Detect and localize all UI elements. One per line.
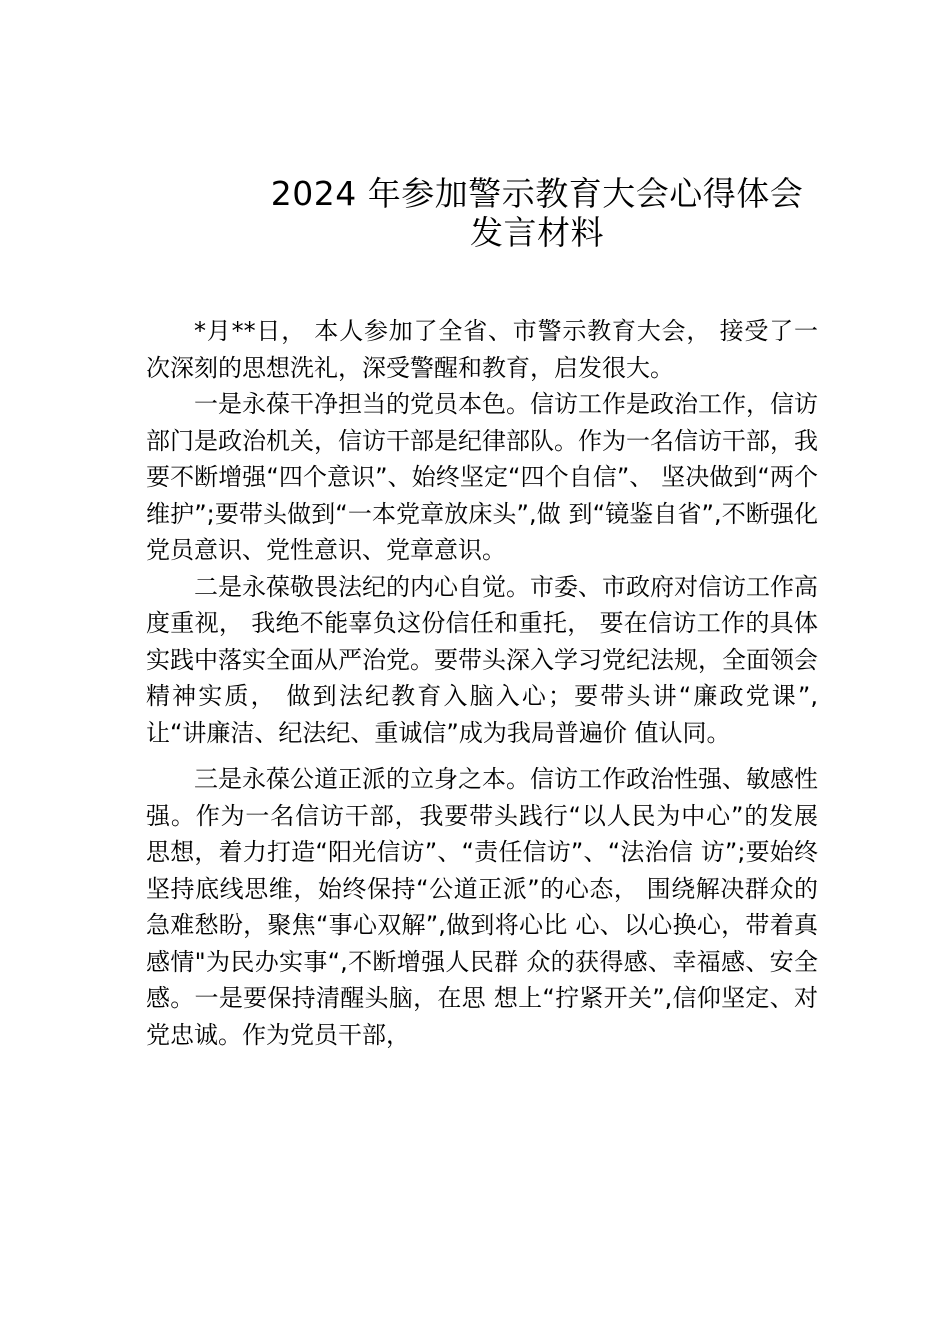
document-body (146, 313, 818, 1053)
document-title (146, 174, 928, 252)
paragraph-third-point: 三是永葆公道正派的立身之本。信访工作政治性强、敏感性强。作为一名信访干部，我要带头践行“以人民为中心”的发展思想，着力打造“阳光信访”、“责任信访”、“法治信 访”;要始终坚持底线思维，始终保持“公道正派”的心态， 围绕解决群众的急难愁盼，聚焦“事心双解”,做到将心比 心、以心换心，带着真感情"为民办实事“,不断增强人民群 众的获得感、幸福感、安全感。一是要保持清醒头脑，在思 想上“拧紧开关”,信仰坚定、对党忠诚。作为党员干部， (146, 765, 818, 1049)
paragraph-second-point: 二是永葆敬畏法纪的内心自觉。市委、市政府对信访工作高度重视， 我绝不能辜负这份信任和重托， 要在信访工作的具体实践中落实全面从严治党。要带头深入学习党纪法规，全面领会精神实质， 做到法纪教育入脑入心；要带头讲“廉政党课”,让“讲廉洁、纪法纪、重诚信”成为我局普遍价 值认同。 (146, 572, 818, 747)
paragraph-intro: *月**日， 本人参加了全省、市警示教育大会， 接受了一次深刻的思想洗礼，深受警醒和教育，启发很大。 (146, 317, 818, 382)
title-line-1: 2024 年参加警示教育大会心得体会 (270, 174, 804, 213)
paragraph-first-point: 一是永葆干净担当的党员本色。信访工作是政治工作，信访部门是政治机关，信访干部是纪律部队。作为一名信访干部，我要不断增强“四个意识”、始终坚定“四个自信”、 坚决做到“两个维护”;要带头做到“一本党章放床头”,做 到“镜鉴自省”,不断强化党员意识、党性意识、党章意识。 (146, 390, 818, 564)
title-line-2: 发言材料 (470, 213, 604, 252)
